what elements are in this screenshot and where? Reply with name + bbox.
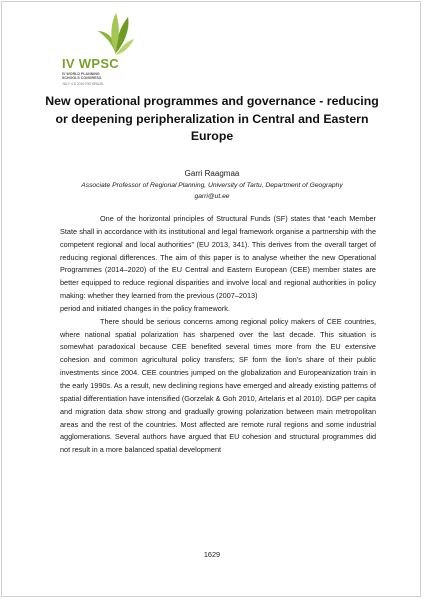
logo-subtitle <box>62 72 101 80</box>
paper-title: New operational programmes and governance - reducing or deepening peripheralization in Central and Eastern Europe <box>45 94 379 144</box>
body-text <box>60 213 376 457</box>
author-email: garri@ut.ee <box>194 193 230 200</box>
logo-date: JULY 4-8 2016 RIO BRAZIL <box>62 82 105 86</box>
conference-logo <box>62 11 182 86</box>
page-number: 1629 <box>203 550 221 559</box>
paragraph-2: There should be serious concerns among regional policy makers of CEE countries, where national spatial polarization has sharpened over the last decade. This situation is somewhat paradoxical because CEE benefited several times more from the EU extensive cohesion and common agricultural policy transfers; SF form the lion’s share of their public investments since 2004. CEE countries jumped on the globalization and Europeanization train in the early 1990s. As a result, new declining regions have emerged and already existing patterns of spatial differentiation have intensified (Gorzelak & Goh 2010, Artelaris et al 2010). DGP per capita and migration data show strong and gradually growing polarization between main metropolitan areas and the rest of the countries. Most affected are remote rural regions and some industrial agglomerations. Several authors have argued that EU cohesion and structural programmes did not result in a more balanced spatial development <box>60 316 376 455</box>
logo-subtitle-line2: SCHOOLS CONGRESS <box>62 76 102 80</box>
logo-title: IV WPSC <box>62 56 119 71</box>
paragraph-1: One of the horizontal principles of Structural Funds (SF) states that “each Member State shall in accordance with its institutional and legal framework organise a partnership with the competent regional and local authorities” (EU 2013, 341). This derives from the overall target of reducing regional differences. The aim of this paper is to analyse whether the new Operational Programmes (2014–2020) of the EU Central and Eastern European (CEE) member states are better equipped to reduce regional disparities and involve local and regional authorities in policy making: whether they learned from the previous (2007–2013) <box>60 214 376 301</box>
logo-subtitle-line1: IV WORLD PLANNING <box>62 72 100 76</box>
leaves-logo-icon <box>94 11 134 57</box>
paragraph-1-tail: period and initiated changes in the policy framework. <box>60 303 230 313</box>
author-name: Garri Raagmaa <box>184 169 240 178</box>
author-affiliation: Associate Professor of Regional Planning, University of Tartu, Department of Geography <box>81 182 343 189</box>
